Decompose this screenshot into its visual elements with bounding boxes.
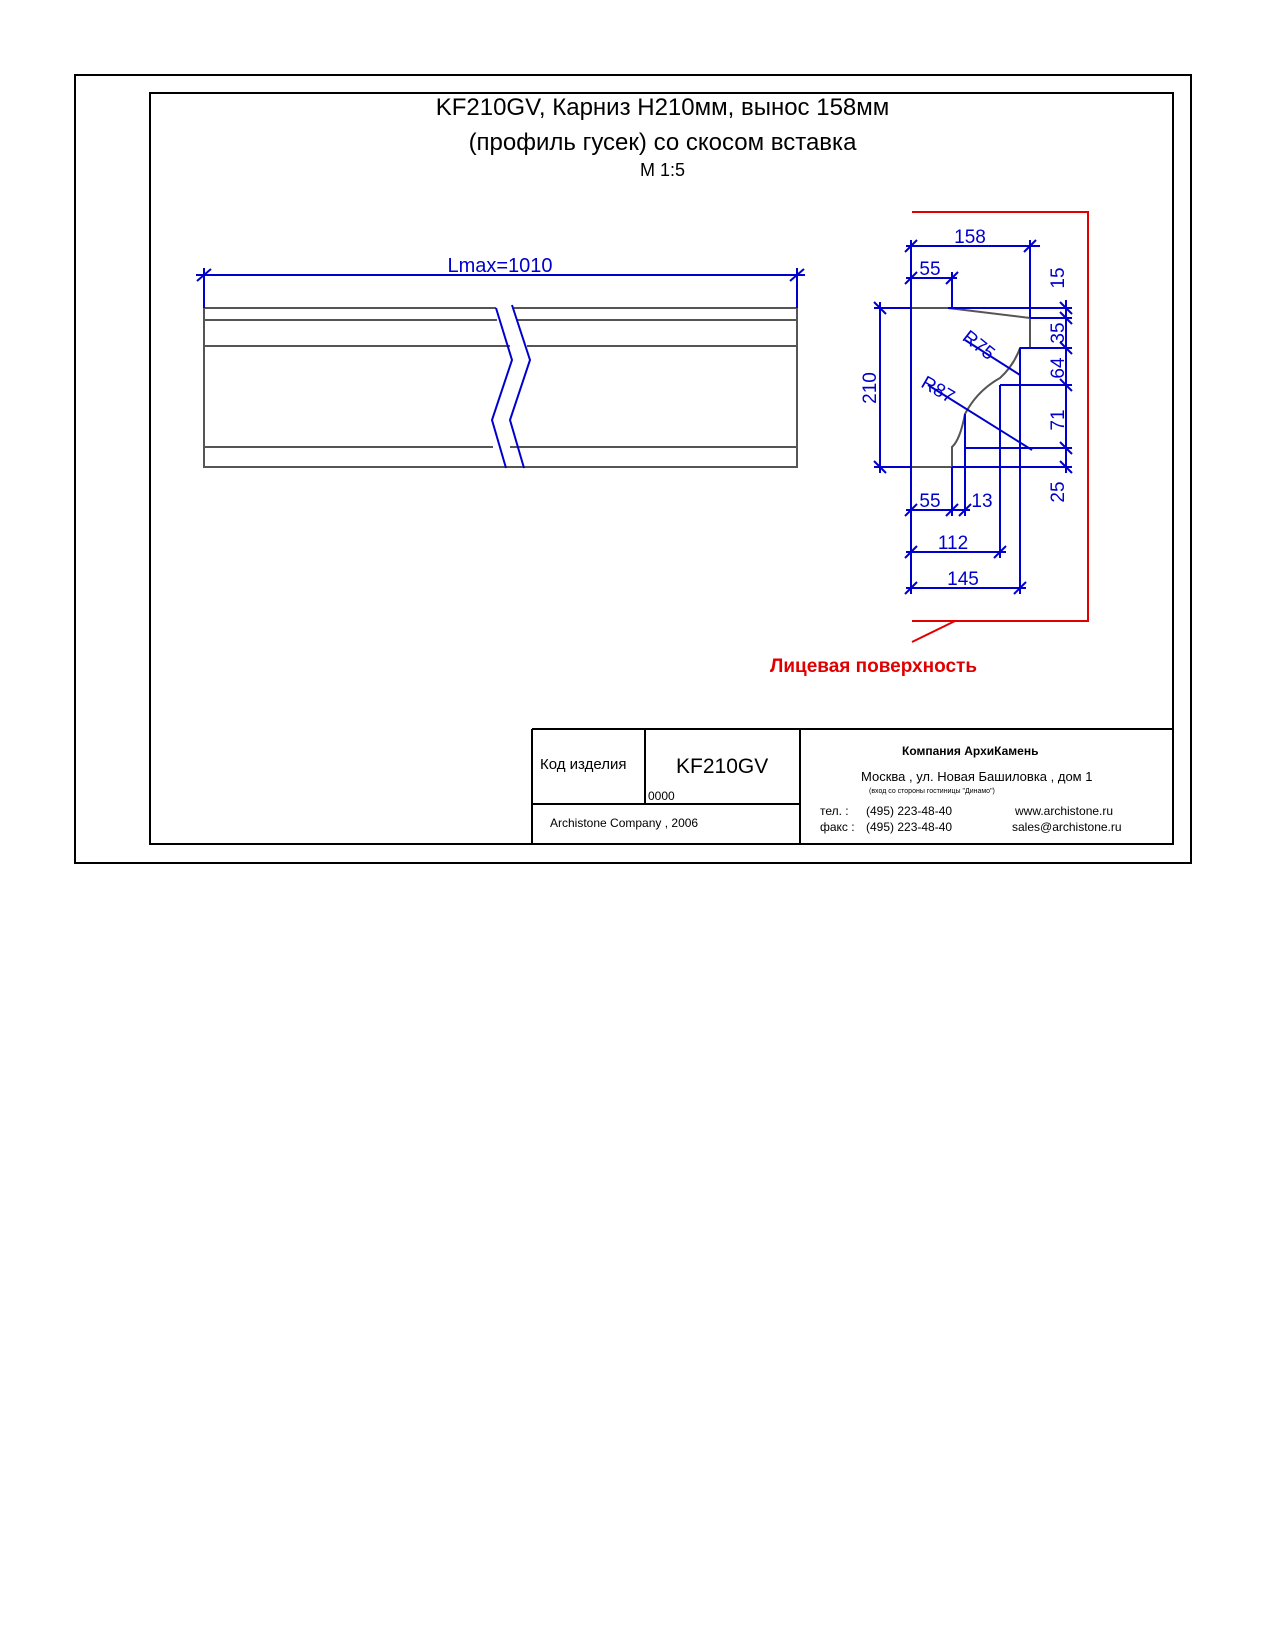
elevation-view: [204, 308, 797, 467]
break-line: [492, 305, 530, 468]
code-value: KF210GV: [676, 755, 769, 778]
dim-145: 145: [947, 569, 979, 590]
code-sub: 0000: [648, 789, 675, 803]
phone-label: тел. :: [820, 804, 849, 818]
company-address: Москва , ул. Новая Башиловка , дом 1: [861, 769, 1093, 784]
fax-number: (495) 223-48-40: [866, 820, 953, 834]
code-label: Код изделия: [540, 756, 627, 773]
dim-158: 158: [954, 227, 986, 248]
website-link[interactable]: www.archistone.ru: [1015, 804, 1114, 818]
dim-15: 15: [1048, 267, 1069, 289]
dim-R75: R75: [958, 326, 999, 365]
dim-55-bottom: 55: [919, 491, 941, 512]
drawing-subtitle: (профиль гусек) со скосом вставка: [468, 129, 857, 156]
dim-13: 13: [971, 491, 993, 512]
dim-55-top: 55: [919, 259, 941, 280]
dim-R87: R87: [917, 372, 959, 409]
address-note: (вход со стороны гостиницы "Динамо"): [869, 788, 995, 795]
dim-64: 64: [1048, 357, 1069, 379]
drawing-scale: М 1:5: [639, 160, 686, 180]
length-label: Lmax=1010: [447, 255, 553, 277]
company-name: Компания АрхиКамень: [902, 744, 1039, 758]
dim-210: 210: [860, 372, 881, 404]
profile-dimensions: [874, 240, 1072, 594]
dim-112: 112: [937, 533, 969, 554]
phone-number: (495) 223-48-40: [866, 804, 953, 818]
dim-35: 35: [1048, 322, 1069, 344]
email-link[interactable]: sales@archistone.ru: [1012, 820, 1122, 834]
copyright: Archistone Company , 2006: [550, 816, 699, 830]
dim-25: 25: [1048, 481, 1069, 503]
dim-71: 71: [1048, 409, 1069, 431]
face-surface-label: Лицевая поверхность: [770, 656, 978, 677]
drawing-title: KF210GV, Карниз H210мм, вынос 158мм: [435, 94, 890, 121]
fax-label: факс :: [820, 820, 855, 834]
